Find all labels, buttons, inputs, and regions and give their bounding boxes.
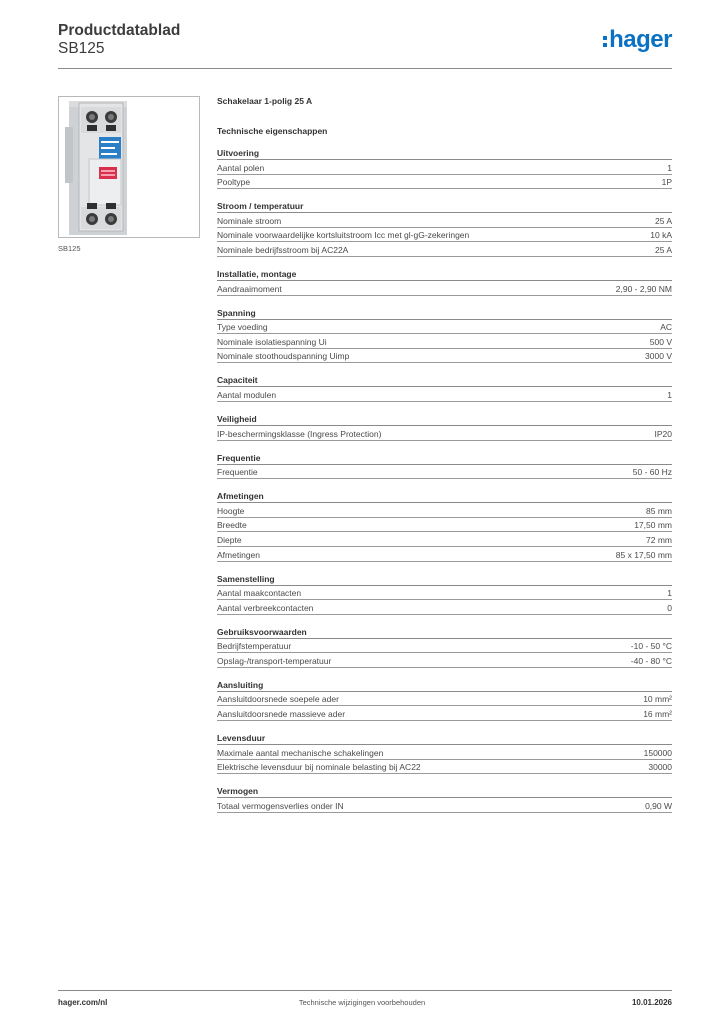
spec-row	[217, 320, 672, 335]
spec-section	[217, 786, 672, 813]
document-subtitle: SB125	[58, 40, 105, 57]
section-title: Gebruiksvoorwaarden	[217, 627, 672, 639]
spec-content	[217, 96, 672, 813]
spec-value: 25 A	[654, 215, 672, 226]
spec-section	[217, 680, 672, 721]
spec-value: 10 kA	[650, 230, 672, 241]
spec-label: Aansluitdoorsnede massieve ader	[217, 709, 346, 720]
spec-row	[217, 639, 672, 654]
spec-section	[217, 201, 672, 257]
spec-value: 85 x 17,50 mm	[615, 549, 672, 560]
spec-value: 17,50 mm	[634, 520, 672, 531]
spec-section	[217, 308, 672, 364]
spec-row	[217, 760, 672, 775]
spec-value: 50 - 60 Hz	[632, 467, 672, 478]
spec-row	[217, 213, 672, 228]
spec-row	[217, 706, 672, 721]
spec-section	[217, 414, 672, 441]
spec-label: Opslag-/transport-temperatuur	[217, 655, 332, 666]
header-divider	[58, 68, 672, 69]
spec-row	[217, 242, 672, 257]
document-title: Productdatablad	[58, 22, 181, 39]
spec-label: IP-beschermingsklasse (Ingress Protection)	[217, 428, 382, 439]
spec-label: Bedrijfstemperatuur	[217, 641, 292, 652]
spec-label: Type voeding	[217, 322, 268, 333]
spec-row	[217, 600, 672, 615]
spec-section	[217, 491, 672, 561]
spec-row	[217, 547, 672, 562]
spec-label: Maximale aantal mechanische schakelingen	[217, 747, 384, 758]
logo-text: hager	[609, 26, 672, 53]
spec-label: Nominale bedrijfsstroom bij AC22A	[217, 244, 349, 255]
page-header	[58, 22, 672, 68]
spec-value: 72 mm	[646, 534, 672, 545]
spec-row	[217, 465, 672, 480]
spec-label: Frequentie	[217, 467, 258, 478]
section-title: Aansluiting	[217, 680, 672, 692]
section-title: Stroom / temperatuur	[217, 201, 672, 213]
spec-section	[217, 375, 672, 402]
spec-label: Nominale isolatiespanning Ui	[217, 336, 327, 347]
footer-disclaimer: Technische wijzigingen voorbehouden	[298, 998, 426, 1007]
product-name: Schakelaar 1-polig 25 A	[217, 96, 313, 106]
tech-heading: Technische eigenschappen	[217, 126, 328, 136]
spec-row	[217, 532, 672, 547]
spec-value: 3000 V	[645, 351, 672, 362]
spec-row	[217, 349, 672, 364]
spec-section	[217, 627, 672, 668]
spec-value: 0	[667, 602, 672, 613]
spec-section	[217, 453, 672, 480]
spec-value: 150000	[643, 747, 672, 758]
spec-value: 10 mm²	[643, 694, 672, 705]
section-title: Veiligheid	[217, 414, 672, 426]
spec-value: 1	[667, 389, 672, 400]
product-image	[58, 96, 200, 238]
spec-value: 16 mm²	[643, 709, 672, 720]
spec-row	[217, 518, 672, 533]
spec-label: Totaal vermogensverlies onder IN	[217, 800, 344, 811]
spec-row	[217, 334, 672, 349]
spec-sections	[217, 148, 672, 813]
spec-row	[217, 586, 672, 601]
spec-value: 85 mm	[646, 505, 672, 516]
spec-row	[217, 745, 672, 760]
spec-value: 30000	[648, 762, 672, 773]
spec-label: Hoogte	[217, 505, 245, 516]
spec-label: Nominale voorwaardelijke kortsluitstroom Icc met gl-gG-zekeringen	[217, 230, 470, 241]
spec-section	[217, 269, 672, 296]
spec-value: 0,90 W	[645, 800, 672, 811]
spec-value: IP20	[654, 428, 672, 439]
spec-label: Nominale stoothoudspanning Uimp	[217, 351, 350, 362]
spec-row	[217, 175, 672, 190]
spec-value: AC	[660, 322, 672, 333]
spec-section	[217, 148, 672, 189]
section-title: Spanning	[217, 308, 672, 320]
spec-label: Pooltype	[217, 177, 251, 188]
spec-row	[217, 281, 672, 296]
image-caption: SB125	[58, 244, 81, 253]
section-title: Vermogen	[217, 786, 672, 798]
footer-website-link[interactable]: hager.com/nl	[58, 998, 108, 1007]
footer-date: 10.01.2026	[631, 998, 672, 1007]
spec-value: 25 A	[654, 244, 672, 255]
spec-row	[217, 160, 672, 175]
spec-label: Aantal maakcontacten	[217, 588, 302, 599]
spec-label: Breedte	[217, 520, 247, 531]
spec-section	[217, 733, 672, 774]
spec-label: Aandraaimoment	[217, 283, 282, 294]
section-title: Uitvoering	[217, 148, 672, 160]
spec-row	[217, 426, 672, 441]
spec-label: Aantal modulen	[217, 389, 277, 400]
section-title: Capaciteit	[217, 375, 672, 387]
spec-section	[217, 574, 672, 615]
hager-logo	[603, 28, 672, 52]
section-title: Installatie, montage	[217, 269, 672, 281]
spec-label: Aantal polen	[217, 162, 265, 173]
section-title: Afmetingen	[217, 491, 672, 503]
spec-value: -10 - 50 °C	[630, 641, 672, 652]
spec-row	[217, 798, 672, 813]
spec-row	[217, 692, 672, 707]
section-title: Frequentie	[217, 453, 672, 465]
circuit-switch-icon	[59, 97, 199, 237]
spec-row	[217, 228, 672, 243]
spec-row	[217, 387, 672, 402]
spec-label: Nominale stroom	[217, 215, 282, 226]
spec-row	[217, 503, 672, 518]
spec-label: Afmetingen	[217, 549, 260, 560]
spec-value: 1P	[661, 177, 672, 188]
spec-row	[217, 653, 672, 668]
spec-value: 1	[667, 162, 672, 173]
spec-label: Elektrische levensduur bij nominale belasting bij AC22	[217, 762, 421, 773]
spec-value: -40 - 80 °C	[630, 655, 672, 666]
spec-label: Diepte	[217, 534, 242, 545]
spec-value: 2,90 - 2,90 NM	[615, 283, 672, 294]
spec-value: 1	[667, 588, 672, 599]
spec-label: Aansluitdoorsnede soepele ader	[217, 694, 339, 705]
section-title: Levensduur	[217, 733, 672, 745]
section-title: Samenstelling	[217, 574, 672, 586]
spec-value: 500 V	[649, 336, 672, 347]
footer-divider	[58, 990, 672, 991]
spec-label: Aantal verbreekcontacten	[217, 602, 314, 613]
logo-dots-icon	[603, 36, 607, 47]
